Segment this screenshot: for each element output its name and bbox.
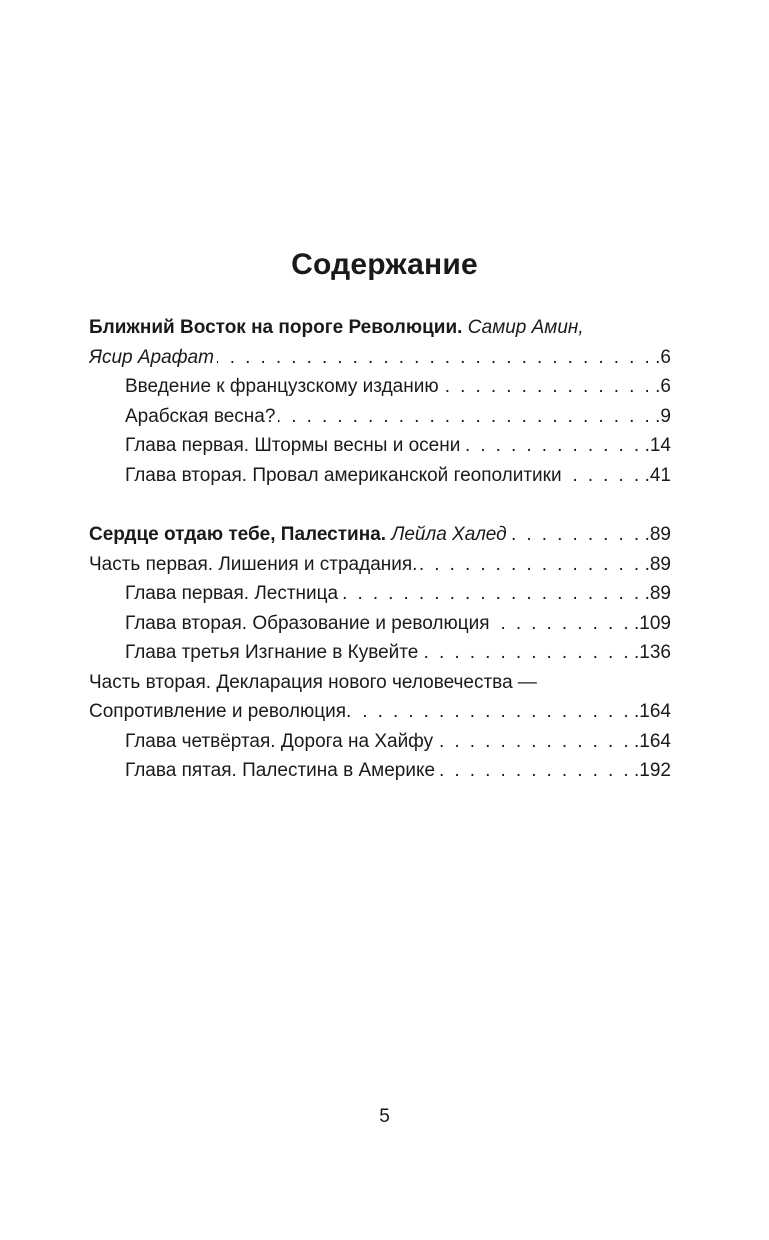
- dot-leader: [278, 402, 652, 432]
- toc-section-label: Часть первая. Лишения и страдания.: [89, 553, 418, 575]
- dot-leader: [438, 756, 631, 786]
- dot-leader: [217, 343, 652, 373]
- toc-entry-label: Введение к французскому изданию: [125, 376, 439, 397]
- toc-entry: [89, 579, 671, 609]
- page-number: 5: [379, 1106, 390, 1127]
- toc-entry-label: Арабская весна?: [125, 405, 276, 427]
- toc-entry-label: Глава пятая. Палестина в Америке: [125, 760, 436, 781]
- toc-section-heading: [89, 668, 671, 698]
- toc-part1-title: Ближний Восток на пороге Революции.: [89, 317, 463, 338]
- toc-part1-authors-line2: Ясир Арафат: [89, 346, 214, 368]
- toc-page-number: .9: [655, 405, 671, 427]
- toc-page-number: .14: [644, 435, 671, 456]
- toc-part2-author: Лейла Халед: [391, 524, 507, 545]
- toc-section-label-line1: Часть вторая. Декларация нового человечества —: [89, 671, 537, 693]
- toc-entry: [89, 372, 671, 402]
- dot-leader: [510, 520, 642, 550]
- dot-leader: [420, 550, 641, 580]
- toc-page-number: .136: [634, 642, 671, 663]
- dot-leader: [436, 727, 631, 757]
- toc-entry: [89, 402, 671, 432]
- toc-page-number: .109: [634, 612, 671, 634]
- toc-entry: [89, 431, 671, 461]
- toc-part1-authors-line1: Самир Амин,: [467, 317, 584, 338]
- toc-section-label-line2: Сопротивление и революция.: [89, 701, 352, 722]
- toc-page-number: .6: [655, 376, 671, 397]
- toc-section-entry: [89, 697, 671, 727]
- dot-leader: [341, 579, 641, 609]
- toc-page-number: .164: [634, 701, 671, 722]
- toc-part2-title-line: [89, 520, 671, 550]
- toc-entry: [89, 638, 671, 668]
- dot-leader: [565, 461, 642, 491]
- toc-page-number: .6: [655, 346, 671, 368]
- page-title: Содержание: [291, 248, 478, 281]
- toc-entry-label: Глава первая. Лестница: [125, 583, 339, 604]
- toc-entry-label: Глава вторая. Образование и революция: [125, 612, 490, 634]
- toc-entry: [89, 756, 671, 786]
- dot-leader: [463, 431, 641, 461]
- dot-leader: [442, 372, 653, 402]
- toc-entry-label: Глава вторая. Провал американской геополитики: [125, 464, 562, 486]
- table-of-contents: [89, 313, 671, 786]
- toc-part1-authors-entry: [89, 343, 671, 373]
- toc-page-number: .164: [634, 730, 671, 752]
- toc-page-number: .89: [644, 583, 671, 604]
- dot-leader: [421, 638, 631, 668]
- toc-entry: [89, 609, 671, 639]
- dot-leader: [354, 697, 631, 727]
- toc-part1-title-line: [89, 313, 671, 343]
- toc-section-entry: [89, 550, 671, 580]
- toc-entry: [89, 461, 671, 491]
- toc-entry-label: Глава первая. Штормы весны и осени: [125, 435, 461, 456]
- toc-part2-title: Сердце отдаю тебе, Палестина.: [89, 524, 387, 545]
- toc-entry-label: Глава третья Изгнание в Кувейте: [125, 642, 419, 663]
- dot-leader: [493, 609, 631, 639]
- toc-page-number: .89: [644, 553, 671, 575]
- toc-page-number: .89: [644, 524, 671, 545]
- toc-entry-label: Глава четвёртая. Дорога на Хайфу: [125, 730, 434, 752]
- toc-page-number: .41: [644, 464, 671, 486]
- toc-page-number: .192: [634, 760, 671, 781]
- toc-entry: [89, 727, 671, 757]
